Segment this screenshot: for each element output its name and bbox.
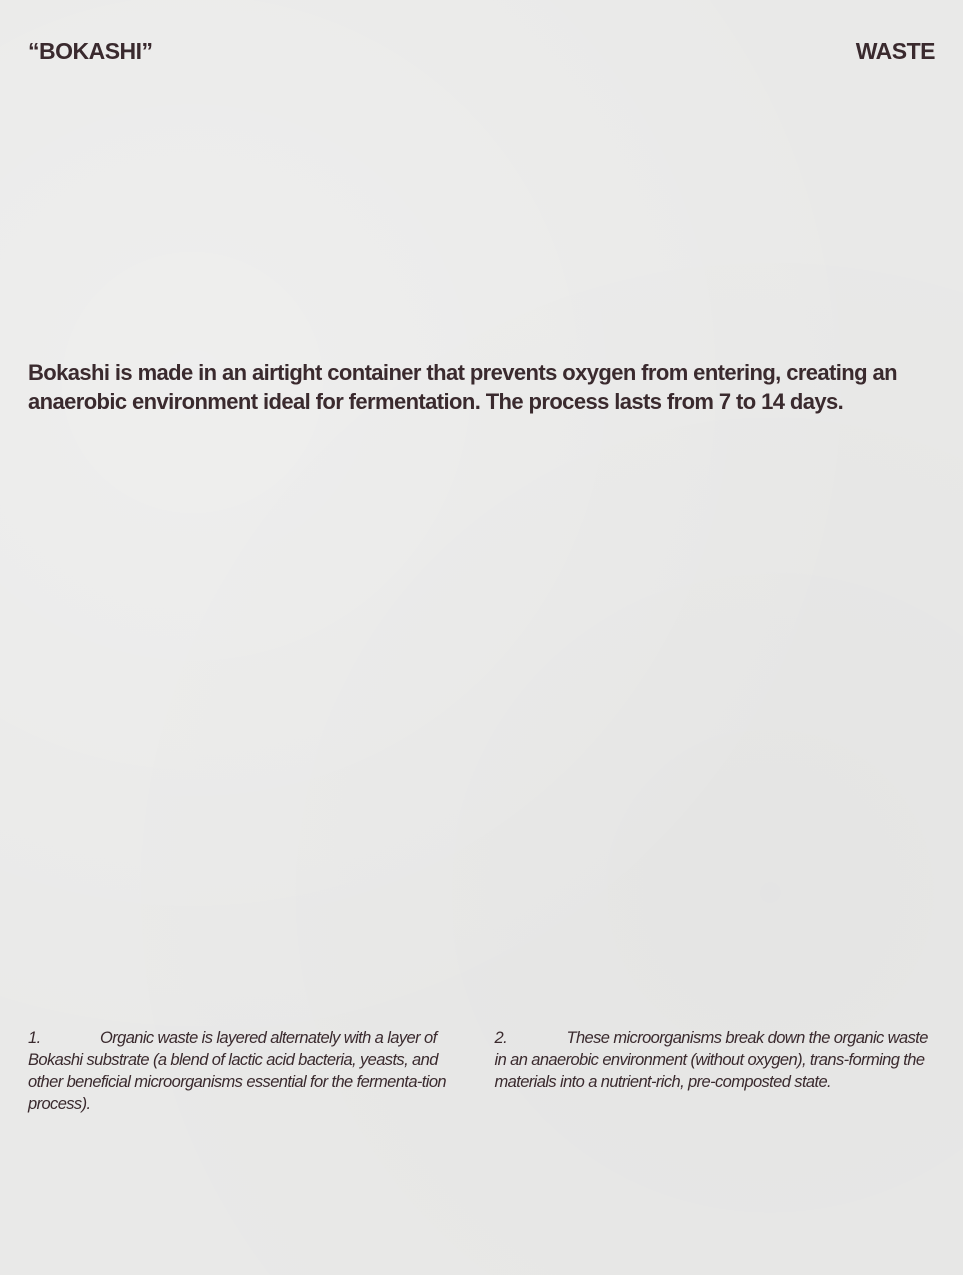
header-title-right: WASTE <box>855 38 935 64</box>
notes-section <box>28 1027 935 1115</box>
header-title-left: “BOKASHI” <box>28 38 153 64</box>
note-number: 2. <box>494 1029 508 1047</box>
statement-text: is made in an airtight container that prevents oxygen from entering, creating an anaerobic environment ideal for fermentation. The process lasts from 7 to 14 days. <box>28 360 897 414</box>
note-1 <box>28 1027 469 1115</box>
note-number: 1. <box>28 1029 41 1047</box>
note-text: These microorganisms break down the organic waste in an anaerobic environment (without oxygen), trans-forming the materials into a nutrient-rich, pre-composted state. <box>494 1029 928 1091</box>
statement-emphasis: Bokashi <box>28 360 110 385</box>
note-text: Organic waste is layered alternately with a layer of Bokashi substrate (a blend of lactic acid bacteria, yeasts, and other beneficial microorganisms essential for the fermenta-tion process). <box>28 1029 446 1113</box>
main-statement <box>28 358 938 416</box>
note-2 <box>495 1027 936 1115</box>
